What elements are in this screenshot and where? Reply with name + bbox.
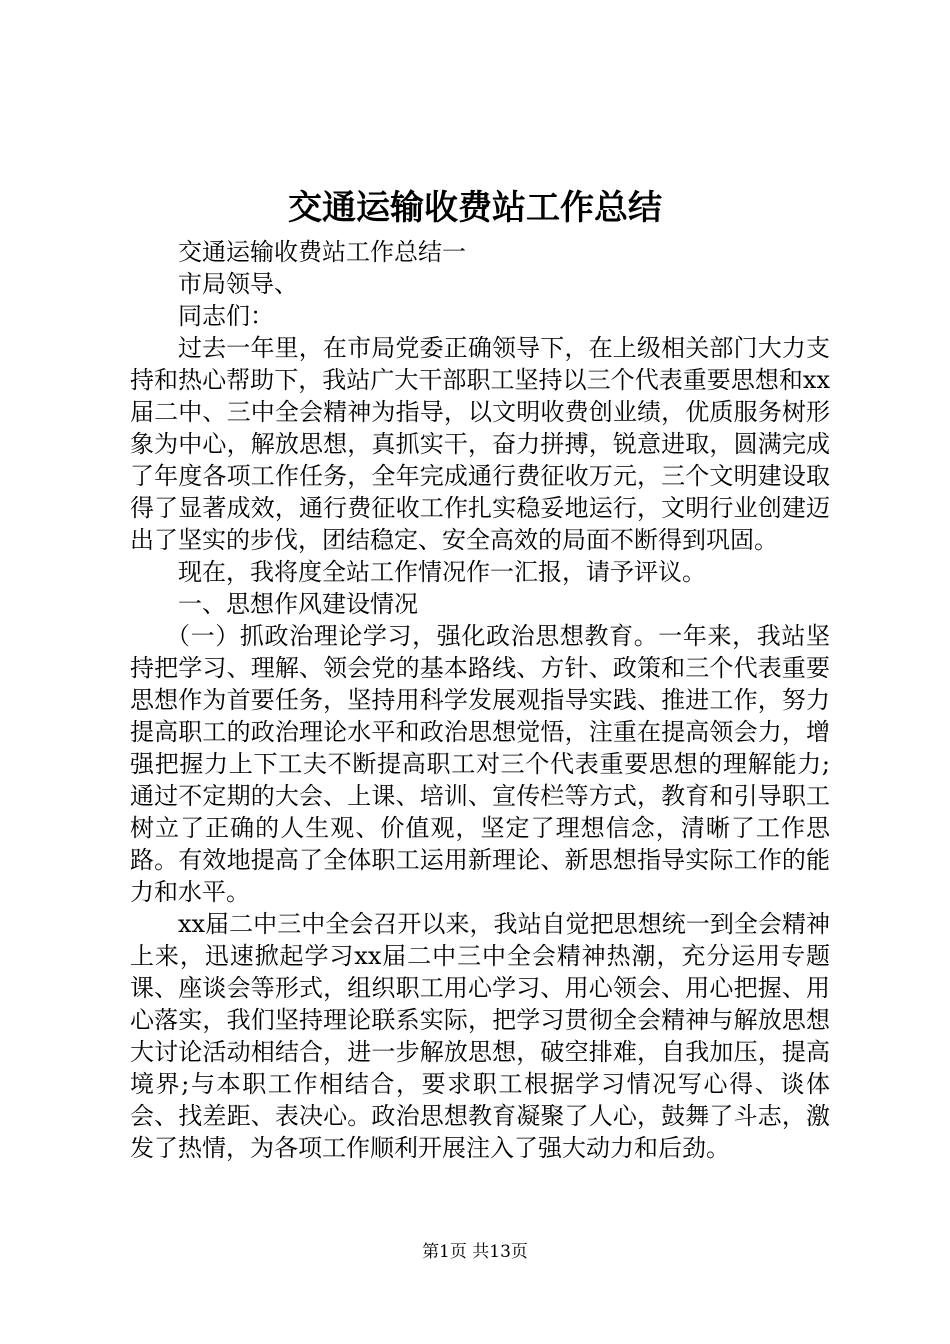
salutation-line: 市局领导、 [178,270,298,298]
section-heading: 一、思想作风建设情况 [178,590,418,618]
page-number: 第1页 共13页 [422,1242,528,1262]
body-paragraph: （一）抓政治理论学习，强化政治思想教育。一年来，我站坚持把学习、理解、领会党的基本路线、方针、政策和三个代表重要思想作为首要任务，坚持用科学发展观指导实践、推进工作，努力提高职工的政治理论水平和政治思想觉悟，注重在提高领会力，增强把握力上下工夫不断提高职工对三个代表重要思想的理解能力;通过不定期的大会、上课、培训、宣传栏等方式，教育和引导职工树立了正确的人生观、价值观，坚定了理想信念，清晰了工作思路。有效地提高了全体职工运用新理论、新思想指导实际工作的能力和水平。 [130,622,830,906]
body-paragraph: 现在，我将度全站工作情况作一汇报，请予评议。 [178,558,706,586]
section-heading: 交通运输收费站工作总结一 [178,238,466,266]
document-body [130,236,830,1164]
body-paragraph: 过去一年里，在市局党委正确领导下，在上级相关部门大力支持和热心帮助下，我站广大干部职工坚持以三个代表重要思想和xx届二中、三中全会精神为指导，以文明收费创业绩，优质服务树形象为中心，解放思想，真抓实干，奋力拼搏，锐意进取，圆满完成了年度各项工作任务，全年完成通行费征收万元，三个文明建设取得了显著成效，通行费征收工作扎实稳妥地运行，文明行业创建迈出了坚实的步伐，团结稳定、安全高效的局面不断得到巩固。 [130,334,830,554]
salutation-line: 同志们： [178,302,274,330]
document-title: 交通运输收费站工作总结 [288,188,662,228]
body-paragraph: xx届二中三中全会召开以来，我站自觉把思想统一到全会精神上来，迅速掀起学习xx届二中三中全会精神热潮，充分运用专题课、座谈会等形式，组织职工用心学习、用心领会、用心把握、用心落实，我们坚持理论联系实际，把学习贯彻全会精神与解放思想大讨论活动相结合，进一步解放思想，破空排难，自我加压，提高境界;与本职工作相结合，要求职工根据学习情况写心得、谈体会、找差距、表决心。政治思想教育凝聚了人心，鼓舞了斗志，激发了热情，为各项工作顺利开展注入了强大动力和后劲。 [130,910,830,1162]
